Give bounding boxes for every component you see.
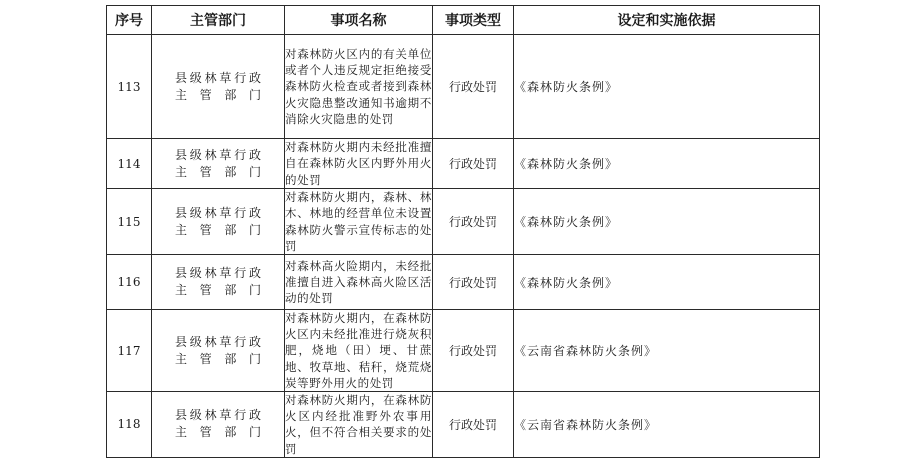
dept-line-1: 县级林草行政 [175,205,261,220]
dept-line-1: 县级林草行政 [175,334,261,349]
table-row [107,310,820,392]
cell-type: 行政处罚 [433,139,514,189]
cell-name [285,189,433,255]
item-name-text: 对森林高火险期内，未经批准擅自进入森林高火险区活动的处罚 [285,258,432,306]
cell-name [285,255,433,310]
cell-seq: 113 [107,35,152,139]
cell-basis: 《森林防火条例》 [514,139,820,189]
dept-line-2: 主管部门 [175,283,261,297]
cell-basis: 《森林防火条例》 [514,35,820,139]
table-row [107,139,820,189]
dept-line-1: 县级林草行政 [175,147,261,162]
cell-name [285,35,433,139]
dept-line-2: 主管部门 [175,351,261,366]
cell-name [285,139,433,189]
item-name-text: 对森林防火区内的有关单位或者个人违反规定拒绝接受森林防火检查或者接到森林火灾隐患整改通知书逾期不消除火灾隐患的处罚 [285,46,432,126]
header-name: 事项名称 [285,6,433,35]
cell-basis: 《森林防火条例》 [514,189,820,255]
cell-type: 行政处罚 [433,35,514,139]
item-name-text: 对森林防火期内未经批准擅自在森林防火区内野外用火的处罚 [285,140,432,187]
table-row [107,189,820,255]
dept-line-2: 主管部门 [175,222,261,237]
cell-basis: 《云南省森林防火条例》 [514,310,820,392]
item-name-text: 对森林防火期内，在森林防火区内经批准野外农事用火，但不符合相关要求的处罚 [285,393,432,456]
cell-dept [152,310,285,392]
header-type: 事项类型 [433,6,514,35]
cell-basis: 《森林防火条例》 [514,255,820,310]
cell-dept [152,392,285,458]
header-dept: 主管部门 [152,6,285,35]
cell-name [285,392,433,458]
dept-line-2: 主管部门 [175,87,261,102]
cell-type: 行政处罚 [433,189,514,255]
cell-dept [152,35,285,139]
cell-seq: 115 [107,189,152,255]
cell-dept [152,189,285,255]
table-row [107,392,820,458]
header-basis: 设定和实施依据 [514,6,820,35]
cell-type: 行政处罚 [433,310,514,392]
item-name-text: 对森林防火期内，在森林防火区内未经批准进行烧灰积肥，烧地（田）埂、甘蔗地、牧草地、秸秆，烧荒烧炭等野外用火的处罚 [285,311,432,390]
cell-type: 行政处罚 [433,392,514,458]
cell-basis: 《云南省森林防火条例》 [514,392,820,458]
header-seq: 序号 [107,6,152,35]
cell-seq: 116 [107,255,152,310]
dept-line-1: 县级林草行政 [175,266,261,280]
cell-type: 行政处罚 [433,255,514,310]
dept-line-1: 县级林草行政 [175,408,261,423]
cell-seq: 114 [107,139,152,189]
item-name-text: 对森林防火期内，森林、林木、林地的经营单位未设置森林防火警示宣传标志的处罚 [285,190,432,253]
forest-fire-penalty-table [106,5,820,458]
dept-line-2: 主管部门 [175,164,261,179]
table-row [107,255,820,310]
cell-seq: 118 [107,392,152,458]
cell-seq: 117 [107,310,152,392]
table-header-row [107,6,820,35]
cell-name [285,310,433,392]
table-row [107,35,820,139]
dept-line-2: 主管部门 [175,425,261,440]
cell-dept [152,255,285,310]
cell-dept [152,139,285,189]
dept-line-1: 县级林草行政 [175,70,261,85]
